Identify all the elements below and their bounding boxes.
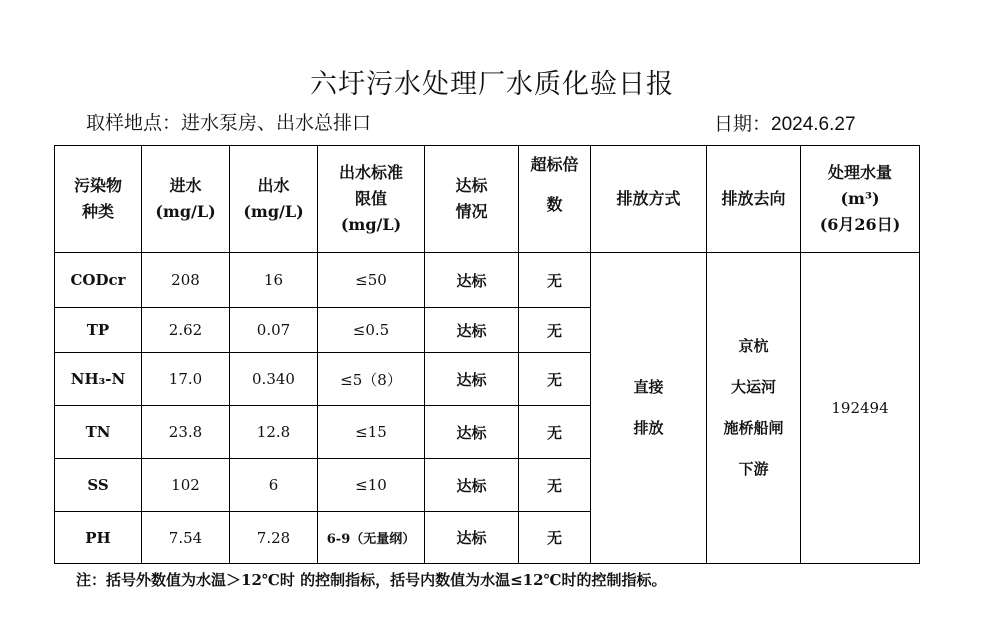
- limit-cell: ≤5（8）: [318, 353, 425, 406]
- status-cell: 达标: [425, 512, 519, 564]
- exceed-cell: 无: [519, 406, 591, 459]
- header-discharge-method: 排放方式: [591, 146, 707, 253]
- limit-cell: ≤10: [318, 459, 425, 512]
- param-cell: TN: [55, 406, 142, 459]
- limit-cell: ≤50: [318, 253, 425, 308]
- report-title: 六圩污水处理厂水质化验日报: [310, 69, 674, 100]
- footnote: 注：括号外数值为水温＞12℃时 的控制指标，括号内数值为水温≤12℃时的控制指标。: [76, 571, 667, 589]
- table-row: [55, 253, 920, 308]
- status-cell: 达标: [425, 406, 519, 459]
- header-compliance: 达标 情况: [425, 146, 519, 253]
- discharge-method-cell: 直接 排放: [591, 253, 707, 564]
- effluent-cell: 6: [230, 459, 318, 512]
- limit-cell: ≤15: [318, 406, 425, 459]
- exceed-cell: 无: [519, 353, 591, 406]
- status-cell: 达标: [425, 308, 519, 353]
- header-exceedance: 超标倍 数: [519, 146, 591, 253]
- limit-cell: ≤0.5: [318, 308, 425, 353]
- effluent-cell: 7.28: [230, 512, 318, 564]
- header-effluent: 出水 (mg/L): [230, 146, 318, 253]
- header-influent: 进水 (mg/L): [142, 146, 230, 253]
- param-cell: TP: [55, 308, 142, 353]
- effluent-cell: 0.07: [230, 308, 318, 353]
- treated-volume-cell: 192494: [801, 253, 920, 564]
- param-cell: PH: [55, 512, 142, 564]
- param-cell: SS: [55, 459, 142, 512]
- header-row: [55, 146, 920, 253]
- exceed-cell: 无: [519, 459, 591, 512]
- water-quality-table: [54, 145, 920, 564]
- exceed-cell: 无: [519, 253, 591, 308]
- exceed-cell: 无: [519, 512, 591, 564]
- limit-cell: 6-9（无量纲）: [318, 512, 425, 564]
- sampling-location: 取样地点：进水泵房、出水总排口: [86, 112, 372, 134]
- discharge-destination-cell: 京杭 大运河 施桥船闸 下游: [707, 253, 801, 564]
- param-cell: NH₃-N: [55, 353, 142, 406]
- exceed-cell: 无: [519, 308, 591, 353]
- influent-cell: 102: [142, 459, 230, 512]
- header-limit: 出水标准 限值 (mg/L): [318, 146, 425, 253]
- status-cell: 达标: [425, 353, 519, 406]
- influent-cell: 208: [142, 253, 230, 308]
- influent-cell: 7.54: [142, 512, 230, 564]
- status-cell: 达标: [425, 459, 519, 512]
- effluent-cell: 0.340: [230, 353, 318, 406]
- report-date: 日期：2024.6.27: [714, 114, 856, 135]
- influent-cell: 17.0: [142, 353, 230, 406]
- header-volume: 处理水量 (m³) (6月26日): [801, 146, 920, 253]
- influent-cell: 23.8: [142, 406, 230, 459]
- effluent-cell: 16: [230, 253, 318, 308]
- influent-cell: 2.62: [142, 308, 230, 353]
- header-discharge-destination: 排放去向: [707, 146, 801, 253]
- header-pollutant: 污染物 种类: [55, 146, 142, 253]
- param-cell: CODcr: [55, 253, 142, 308]
- effluent-cell: 12.8: [230, 406, 318, 459]
- status-cell: 达标: [425, 253, 519, 308]
